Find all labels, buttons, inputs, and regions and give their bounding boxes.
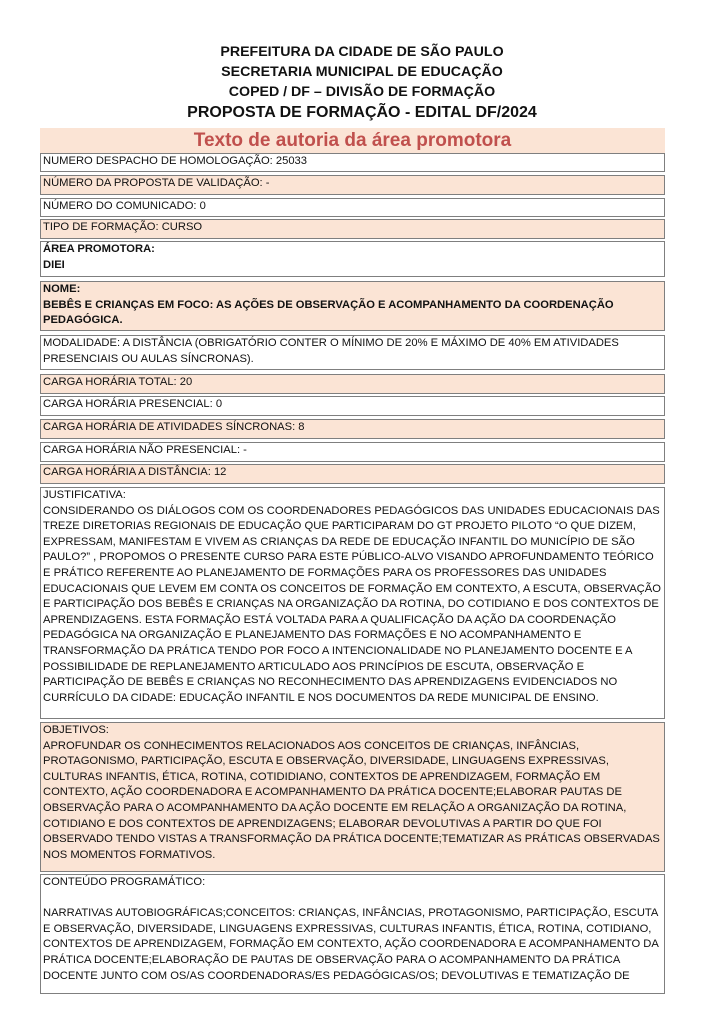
ch-sincronas-text: CARGA HORÁRIA DE ATIVIDADES SÍNCRONAS: 8 (43, 421, 305, 433)
field-ch-distancia (40, 464, 665, 484)
authorship-banner: Texto de autoria da área promotora (40, 128, 665, 153)
field-proposta-validacao (40, 175, 665, 195)
justificativa-label: JUSTIFICATIVA: (43, 489, 126, 501)
tipo-text: TIPO DE FORMAÇÃO: CURSO (43, 221, 203, 233)
modalidade-text: MODALIDADE: A DISTÂNCIA (OBRIGATÓRIO CONTER O MÍNIMO DE 20% E MÁXIMO DE 40% EM ATIVIDADES PRESENCIAIS OU AULAS SÍNCRONAS). (43, 337, 619, 365)
field-comunicado (40, 198, 665, 217)
document-header (0, 42, 724, 124)
ch-distancia-text: CARGA HORÁRIA A DISTÂNCIA: 12 (43, 466, 227, 478)
nome-label: NOME: (43, 283, 81, 295)
header-coped: COPED / DF – DIVISÃO DE FORMAÇÃO (228, 84, 496, 100)
comunicado-text: NÚMERO DO COMUNICADO: 0 (43, 200, 206, 212)
proposta-validacao-text: NÚMERO DA PROPOSTA DE VALIDAÇÃO: - (43, 177, 270, 189)
objetivos-text: APROFUNDAR OS CONHECIMENTOS RELACIONADOS AOS CONCEITOS DE CRIANÇAS, INFÂNCIAS, PROTAGONISMO, PARTICIPAÇÃO, ESCUTA E OBSERVAÇÃO, DIVERSIDADE, LINGUAGENS EXPRESSIVAS, CULTURAS INFANTIS, ÉTICA, ROTINA, COTIDIDIANO, CONTEXTOS DE APRENDIZAGEM, FORMAÇÃO EM CONTEXTO, AÇÃO COORDENADORA E ACOMPANHAMENTO DA PRÁTICA DOCENTE;ELABORAR PAUTAS DE OBSERVAÇÃO PARA O ACOMPANHAMENTO DA AÇÃO DOCENTE EM RELAÇÃO A ORGANIZAÇÃO DA ROTINA, COTIDIANO E DOS CONTEXTOS DE APRENDIZAGENS; ELABORAR DEVOLUTIVAS A PARTIR DO QUE FOI OBSERVADO TENDO VISTAS A TRANSFORMAÇÃO DA PRÁTICA DOCENTE;TEMATIZAR AS PRÁTICAS OBSERVADAS NOS MOMENTOS FORMATIVOS. (43, 739, 660, 861)
field-modalidade (40, 335, 665, 370)
field-conteudo (40, 874, 665, 994)
field-ch-nao-presencial (40, 442, 665, 462)
field-despacho (40, 153, 665, 172)
ch-presencial-text: CARGA HORÁRIA PRESENCIAL: 0 (43, 398, 223, 410)
despacho-text: NUMERO DESPACHO DE HOMOLOGAÇÃO: 25033 (43, 155, 308, 167)
field-ch-total (40, 374, 665, 394)
field-objetivos (40, 722, 665, 872)
field-ch-presencial (40, 396, 665, 416)
field-area-promotora (40, 241, 665, 277)
ch-total-text: CARGA HORÁRIA TOTAL: 20 (43, 376, 193, 388)
header-secretaria: SECRETARIA MUNICIPAL DE EDUCAÇÃO (221, 64, 503, 80)
ch-nao-presencial-text: CARGA HORÁRIA NÃO PRESENCIAL: - (43, 444, 247, 456)
field-justificativa (40, 487, 665, 719)
area-label: ÁREA PROMOTORA: (43, 243, 155, 255)
field-ch-sincronas (40, 419, 665, 439)
justificativa-text: CONSIDERANDO OS DIÁLOGOS COM OS COORDENADORES PEDAGÓGICOS DAS UNIDADES EDUCACIONAIS DAS TREZE DIRETORIAS REGIONAIS DE EDUCAÇÃO QUE PARTICIPARAM DO GT PROJETO PILOTO “O QUE DIZEM, EXPRESSAM, MANIFESTAM E VIVEM AS CRIANÇAS DA REDE DE EDUCAÇÃO INFANTIL DO MUNICÍPIO DE SÃO PAULO?” , PROPOMOS O PRESENTE CURSO PARA ESTE PÚBLICO-ALVO VISANDO APROFUNDAMENTO TEÓRICO E PRÁTICO REFERENTE AO PLANEJAMENTO DE FORMAÇÕES PARA OS PROFESSORES DAS UNIDADES EDUCACIONAIS QUE LEVEM EM CONTA OS CONCEITOS DE FORMAÇÃO EM CONTEXTO, A ESCUTA, OBSERVAÇÃO E PARTICIPAÇÃO DOS BEBÊS E CRIANÇAS NA ORGANIZAÇÃO DA ROTINA, DO COTIDIANO E DOS CONTEXTOS DE APRENDIZAGENS. ESTA FORMAÇÃO ESTÁ VOLTADA PARA A QUALIFICAÇÃO DA AÇÃO DA COORDENAÇÃO PEDAGÓGICA NA ORGANIZAÇÃO E PLANEJAMENTO DAS FORMAÇÕES E NO ACOMPANHAMENTO E TRANSFORMAÇÃO DA PRÁTICA TENDO POR FOCO A INTENCIONALIDADE NO PLANEJAMENTO DOCENTE E A POSSIBILIDADE DE REPLANEJAMENTO ARTICULADO AOS PRINCÍPIOS DE ESCUTA, OBSERVAÇÃO E PARTICIPAÇÃO DE BEBÊS E CRIANÇAS NO RECONHECIMENTO DAS APRENDIZAGENS EVIDENCIADOS NO CURRÍCULO DA CIDADE: EDUCAÇÃO INFANTIL E NOS DOCUMENTOS DA REDE MUNICIPAL DE ENSINO. (43, 504, 661, 704)
conteudo-label: CONTEÚDO PROGRAMÁTICO: (43, 876, 206, 888)
field-nome (40, 281, 665, 331)
objetivos-label: OBJETIVOS: (43, 724, 109, 736)
conteudo-spacer (43, 891, 662, 907)
area-value: DIEI (43, 258, 65, 271)
header-prefeitura: PREFEITURA DA CIDADE DE SÃO PAULO (220, 44, 504, 60)
field-tipo (40, 219, 665, 239)
nome-value: BEBÊS E CRIANÇAS EM FOCO: AS AÇÕES DE OBSERVAÇÃO E ACOMPANHAMENTO DA COORDENAÇÃO PEDAGÓGICA. (43, 298, 614, 327)
conteudo-text: NARRATIVAS AUTOBIOGRÁFICAS;CONCEITOS: CRIANÇAS, INFÂNCIAS, PROTAGONISMO, PARTICIPAÇÃO, ESCUTA E OBSERVAÇÃO, DIVERSIDADE, LINGUAGENS EXPRESSIVAS, CULTURAS INFANTIS, ÉTICA, ROTINA, COTIDIANO, CONTEXTOS DE APRENDIZAGEM, FORMAÇÃO EM CONTEXTO, AÇÃO COORDENADORA E ACOMPANHAMENTO DA PRÁTICA DOCENTE;ELABORAÇÃO DE PAUTAS DE OBSERVAÇÃO PARA O ACOMPANHAMENTO DA PRÁTICA DOCENTE JUNTO COM OS/AS COORDENADORAS/ES PEDAGÓGICAS/OS; DEVOLUTIVAS E TEMATIZAÇÃO DE (43, 907, 659, 982)
header-edital: PROPOSTA DE FORMAÇÃO - EDITAL DF/2024 (187, 104, 537, 121)
